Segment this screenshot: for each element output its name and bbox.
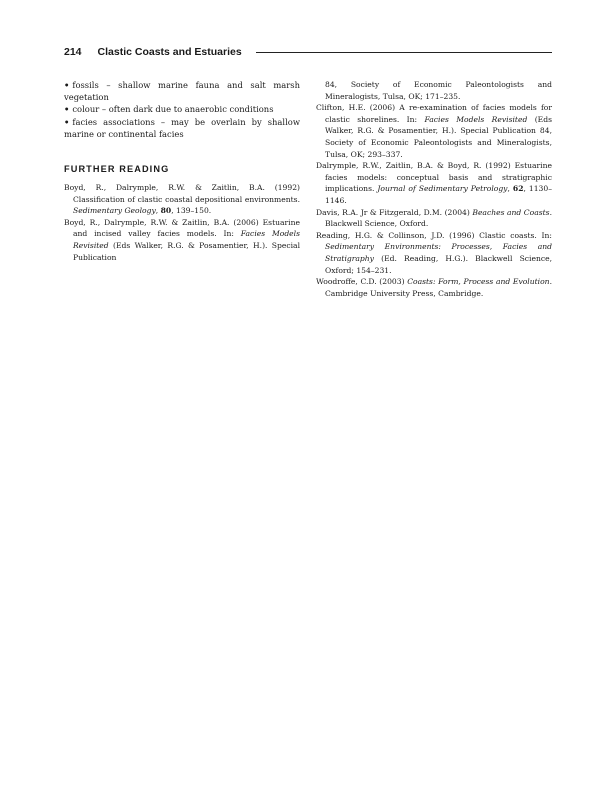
reference-entry (316, 160, 552, 206)
ref-pages: , 1130–1146. (325, 184, 553, 205)
ref-book: Facies Models Revisited (73, 229, 301, 250)
bullet-icon: • (64, 104, 70, 115)
left-column (64, 79, 300, 263)
bullet-text: fossils – shallow marine fauna and salt marsh vegetation (64, 80, 300, 103)
ref-text: (Eds Walker, R.G. & Posamentier, H.). Special Publication (73, 240, 300, 262)
reference-entry (64, 182, 300, 217)
running-header (64, 44, 552, 60)
bullet-item (64, 103, 300, 115)
reference-entry (316, 207, 552, 230)
running-title: Clastic Coasts and Estuaries (97, 46, 242, 58)
ref-text: , (155, 206, 161, 216)
ref-text: Reading, H.G. & Collinson, J.D. (1996) Clastic coasts. In: (316, 230, 552, 240)
ref-text: Boyd, R., Dalrymple, R.W. & Zaitlin, B.A. (1992) Classification of clastic coastal depositional environments. (64, 183, 300, 204)
ref-text: , (507, 184, 513, 194)
right-column (316, 79, 552, 299)
ref-text: Clifton, H.E. (2006) A re-examination of facies models for clastic shorelines. In: (316, 103, 552, 124)
ref-book: Coasts: Form, Process and Evolution (407, 277, 550, 287)
ref-book: Beaches and Coasts (472, 207, 550, 217)
ref-text: (Ed. Reading, H.G.). Blackwell Science, Oxford; 154–231. (325, 253, 552, 275)
bullet-item (64, 79, 300, 103)
reference-entry (316, 230, 552, 276)
bullet-icon: • (64, 80, 70, 90)
page-number: 214 (64, 46, 82, 58)
reference-entry (316, 276, 552, 299)
bullet-text: facies associations – may be overlain by shallow marine or continental facies (64, 116, 300, 139)
bullet-item (64, 116, 300, 140)
further-reading-heading: FURTHER READING (64, 164, 170, 175)
bullet-text: colour – often dark due to anaerobic conditions (72, 104, 274, 115)
ref-text: Woodroffe, C.D. (2003) (316, 277, 408, 287)
ref-book: Facies Models Revisited (424, 114, 528, 124)
ref-journal: Sedimentary Geology (73, 206, 156, 216)
ref-text: . Blackwell Science, Oxford. (325, 207, 552, 229)
ref-volume: 80 (160, 206, 172, 216)
ref-pages: , 139–150. (171, 206, 212, 216)
ref-text: Davis, R.A. Jr & Fitzgerald, D.M. (2004) (316, 207, 473, 217)
ref-text: Dalrymple, R.W., Zaitlin, B.A. & Boyd, R. (1992) Estuarine facies models: conceptual basis and stratigraphic implications. (316, 161, 552, 194)
ref-text: Boyd, R., Dalrymple, R.W. & Zaitlin, B.A. (2006) Estuarine and incised valley facies models. In: (64, 217, 300, 239)
reference-entry (316, 102, 552, 160)
ref-volume: 62 (512, 184, 524, 194)
ref-text: 84, Society of Economic Paleontologists and Mineralogists, Tulsa, OK; 171–235. (325, 80, 552, 101)
reference-continuation (316, 79, 552, 102)
reference-entry (64, 217, 300, 263)
bullet-icon: • (64, 116, 70, 127)
ref-text: (Eds Walker, R.G. & Posamentier, H.). Special Publication 84, Society of Economic Paleontologists and Mineralogists, Tulsa, OK; 293–337. (325, 114, 552, 159)
header-rule (256, 52, 552, 53)
ref-journal: Journal of Sedimentary Petrology (377, 184, 508, 194)
ref-book: Sedimentary Environments: Processes, Facies and Stratigraphy (325, 242, 552, 263)
ref-text: . Cambridge University Press, Cambridge. (325, 277, 552, 298)
